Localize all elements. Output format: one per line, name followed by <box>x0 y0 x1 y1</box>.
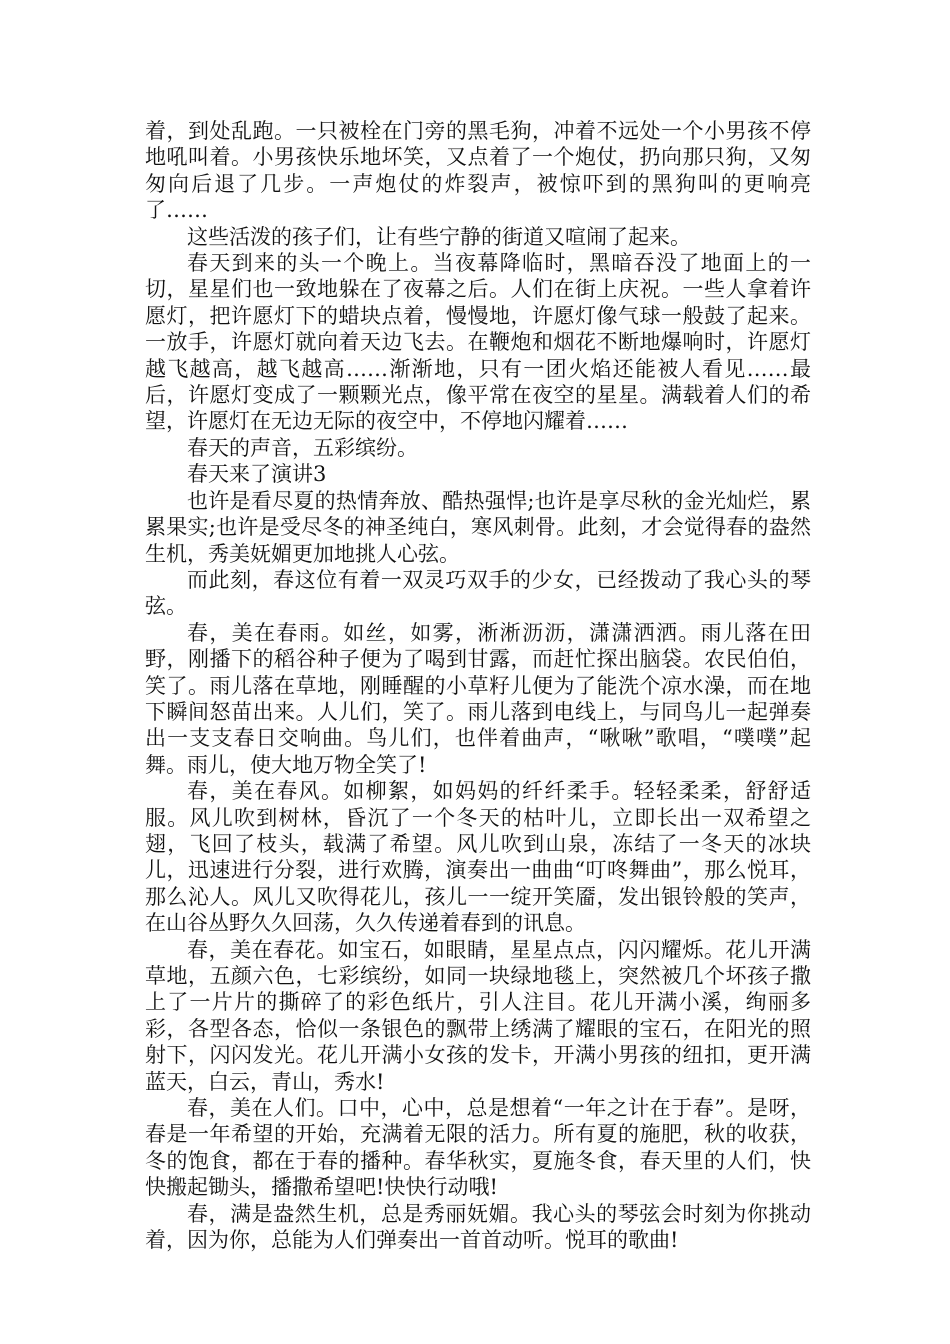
paragraph-6: 也许是看尽夏的热情奔放、酷热强悍;也许是享尽秋的金光灿烂，累累果实;也许是受尽冬的神圣纯白，寒风刺骨。此刻，才会觉得春的盎然生机，秀美妩媚更加地挑人心弦。 <box>145 488 811 566</box>
paragraph-9: 春，美在春风。如柳絮，如妈妈的纤纤柔手。轻轻柔柔，舒舒适服。风儿吹到树林，昏沉了一个冬天的枯叶儿，立即长出一双希望之翅，飞回了枝头，载满了希望。风儿吹到山泉，冻结了一冬天的冰块儿，迅速进行分裂，进行欢腾，演奏出一曲曲“叮咚舞曲”，那么悦耳，那么沁人。风儿又吹得花儿，孩儿一一绽开笑靥，发出银铃般的笑声，在山谷丛野久久回荡，久久传递着春到的讯息。 <box>145 779 811 936</box>
paragraph-11: 春，美在人们。口中，心中，总是想着“一年之计在于春”。是呀，春是一年希望的开始，充满着无限的活力。所有夏的施肥，秋的收获，冬的饱食，都在于春的播种。春华秋实，夏施冬食，春天里的人们，快快搬起锄头，播撒希望吧!快快行动哦! <box>145 1096 811 1200</box>
document-page <box>145 118 811 1253</box>
paragraph-10: 春，美在春花。如宝石，如眼睛，星星点点，闪闪耀烁。花儿开满草地，五颜六色，七彩缤纷，如同一块绿地毯上，突然被几个坏孩子撒上了一片片的撕碎了的彩色纸片，引人注目。花儿开满小溪，绚丽多彩，各型各态，恰似一条银色的飘带上绣满了耀眼的宝石，在阳光的照射下，闪闪发光。花儿开满小女孩的发卡，开满小男孩的纽扣，更开满蓝天，白云，青山，秀水! <box>145 937 811 1094</box>
paragraph-12: 春，满是盎然生机，总是秀丽妩媚。我心头的琴弦会时刻为你挑动着，因为你，总能为人们弹奏出一首首动听。悦耳的歌曲! <box>145 1201 811 1253</box>
paragraph-1: 着，到处乱跑。一只被栓在门旁的黑毛狗，冲着不远处一个小男孩不停地吼叫着。小男孩快乐地坏笑，又点着了一个炮仗，扔向那只狗，又匆匆向后退了几步。一声炮仗的炸裂声，被惊吓到的黑狗叫的更响亮了…… <box>145 119 811 223</box>
paragraph-3: 春天到来的头一个晚上。当夜幕降临时，黑暗吞没了地面上的一切，星星们也一致地躲在了夜幕之后。人们在街上庆祝。一些人拿着许愿灯，把许愿灯下的蜡块点着，慢慢地，许愿灯像气球一般鼓了起来。一放手，许愿灯就向着天边飞去。在鞭炮和烟花不断地爆响时，许愿灯越飞越高，越飞越高……渐渐地，只有一团火焰还能被人看见……最后，许愿灯变成了一颗颗光点，像平常在夜空的星星。满载着人们的希望，许愿灯在无边无际的夜空中，不停地闪耀着…… <box>145 251 811 434</box>
paragraph-7: 而此刻，春这位有着一双灵巧双手的少女，已经拨动了我心头的琴弦。 <box>145 567 811 619</box>
section-heading: 春天来了演讲3 <box>187 462 327 487</box>
paragraph-4: 春天的声音，五彩缤纷。 <box>187 435 418 460</box>
paragraph-2: 这些活泼的孩子们，让有些宁静的街道又喧闹了起来。 <box>187 224 691 249</box>
paragraph-8: 春，美在春雨。如丝，如雾，淅淅沥沥，潇潇洒洒。雨儿落在田野，刚播下的稻谷种子便为了喝到甘露，而赶忙探出脑袋。农民伯伯，笑了。雨儿落在草地，刚睡醒的小草籽儿便为了能洗个凉水澡，而在地下瞬间怒苗出来。人儿们，笑了。雨儿落到电线上，与同鸟儿一起弹奏出一支支春日交响曲。鸟儿们，也伴着曲声，“啾啾”歌唱，“噗噗”起舞。雨儿，使大地万物全笑了! <box>145 620 811 777</box>
